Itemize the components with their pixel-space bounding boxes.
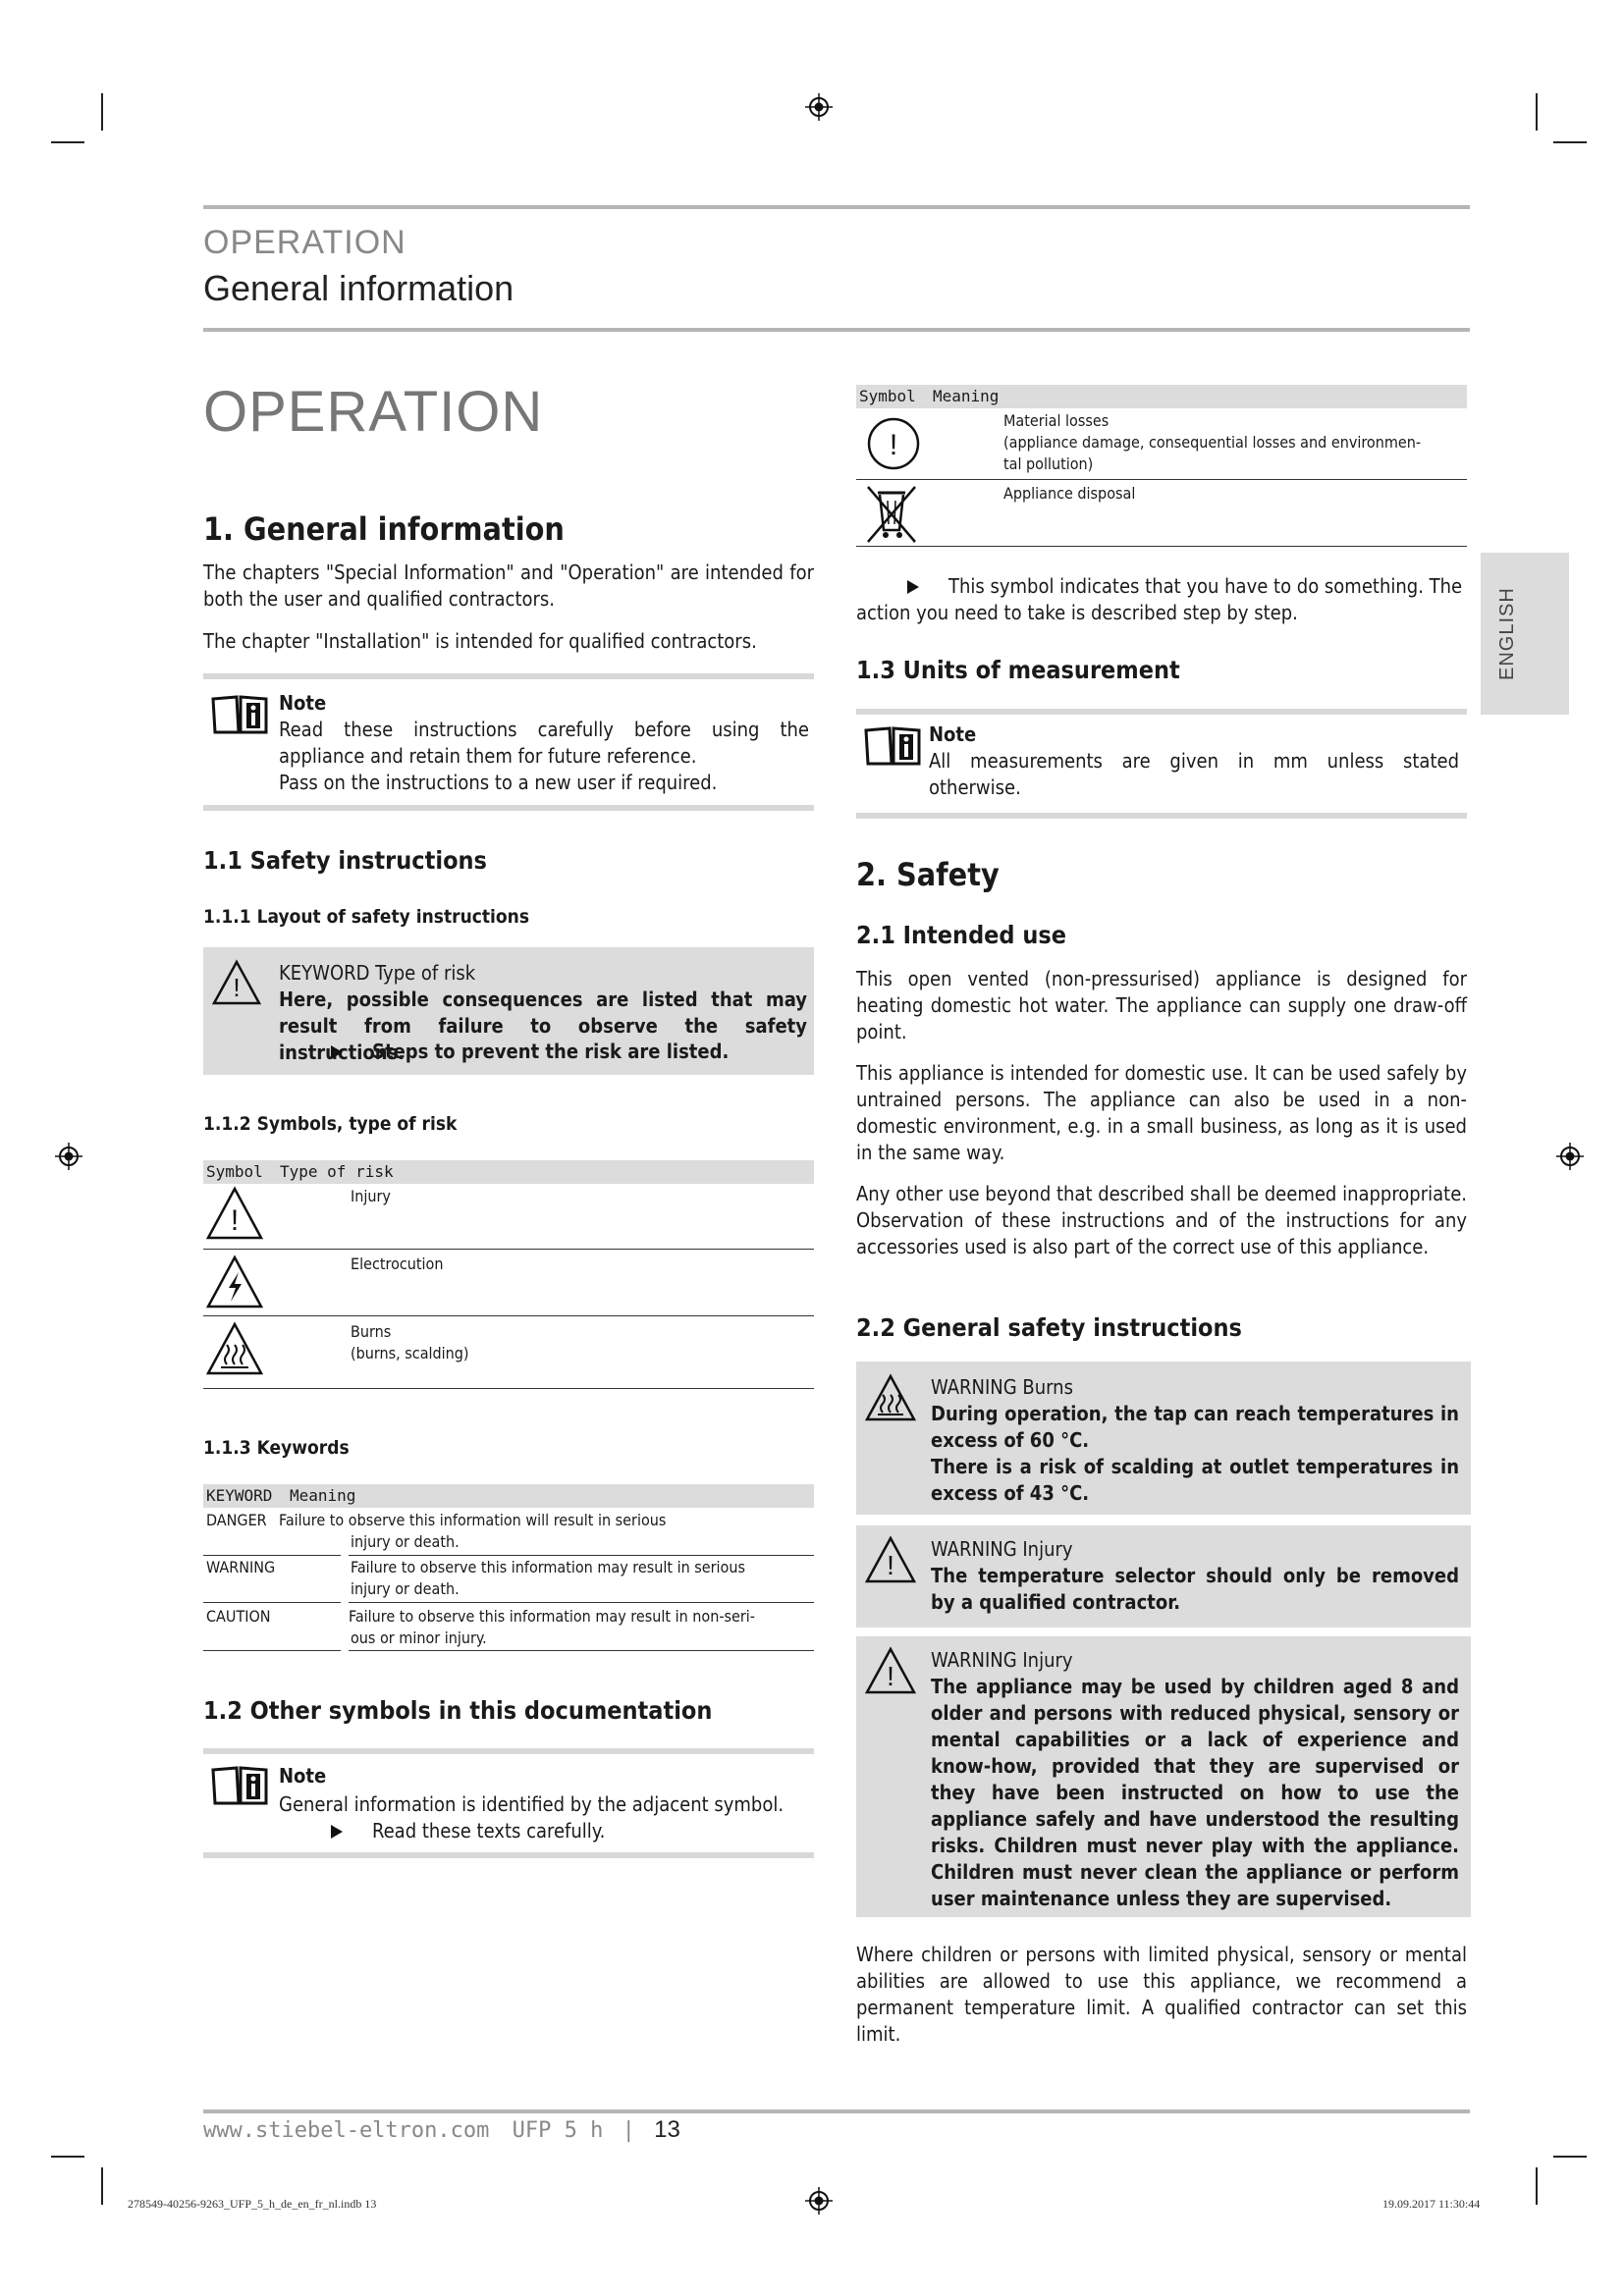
meaning-cell: Failure to observe this information will result in serious bbox=[279, 1511, 667, 1529]
subsection-heading: 1.2 Other symbols in this documentation bbox=[203, 1696, 713, 1725]
symbol-meaning: tal pollution) bbox=[1003, 454, 1094, 473]
risk-label: Electrocution bbox=[351, 1255, 444, 1273]
svg-text:!: ! bbox=[887, 1661, 894, 1691]
warning-triangle-icon bbox=[864, 1535, 917, 1584]
meaning-cell: injury or death. bbox=[351, 1532, 460, 1551]
symbol-table-header: Symbol Meaning bbox=[856, 385, 1467, 408]
action-instruction: This symbol indicates that you have to do something. The action you need to take is described step by step. bbox=[856, 574, 1463, 624]
risk-table-header: Symbol Type of risk bbox=[203, 1160, 814, 1184]
page-number: 13 bbox=[654, 2116, 680, 2143]
warning-triangle-icon bbox=[211, 959, 262, 1006]
meaning-cell: injury or death. bbox=[351, 1579, 460, 1598]
footer-url[interactable]: www.stiebel-eltron.com bbox=[203, 2118, 490, 2143]
note-box: Note General information is identified by the adjacent symbol. Read these texts carefully. bbox=[203, 1748, 814, 1858]
subsection-heading: 1.1.3 Keywords bbox=[203, 1437, 350, 1459]
subsection-heading: 1.1 Safety instructions bbox=[203, 846, 487, 875]
paragraph: The chapters "Special Information" and "Operation" are intended for both the user and qualified contractors. bbox=[203, 561, 814, 611]
keyword-cell: WARNING bbox=[206, 1558, 276, 1576]
note-book-icon bbox=[209, 1764, 272, 1807]
svg-text:!: ! bbox=[230, 1204, 240, 1237]
note-box: Note Read these instructions carefully before using the appliance and retain them for future reference. Pass on the instructions to a new user if required. bbox=[203, 673, 814, 811]
subsection-heading: 2.2 General safety instructions bbox=[856, 1313, 1242, 1342]
registration-mark-icon bbox=[55, 1143, 82, 1170]
section-heading: 1. General information bbox=[203, 510, 565, 548]
warning-injury-box: ! WARNING Injury The appliance may be used by children aged 8 and older and persons with reduced physical, sensory or mental capabilities or a lack of experience and know-how, provided that they are supervised or they have been instructed on how to use the appliance safely and have understood the resulting risks. Children must never play with the appliance. Children must never clean the appliance or perform user maintenance unless they are supervised. bbox=[856, 1636, 1471, 1917]
electrocution-icon bbox=[205, 1255, 264, 1309]
keyword-cell: CAUTION bbox=[206, 1607, 271, 1626]
note-book-icon bbox=[209, 693, 272, 736]
meaning-cell: Failure to observe this information may result in serious bbox=[351, 1558, 745, 1576]
symbol-meaning: Appliance disposal bbox=[1003, 484, 1136, 503]
svg-text:!: ! bbox=[889, 429, 898, 461]
paragraph: Any other use beyond that described shall be deemed inappropriate. Observation of these instructions and of the instructions for any accessories used is also part of the correct use of this appliance. bbox=[856, 1182, 1467, 1258]
section-heading: 2. Safety bbox=[856, 856, 1000, 893]
registration-mark-icon bbox=[805, 2187, 833, 2215]
material-losses-icon bbox=[866, 416, 921, 471]
appliance-disposal-icon bbox=[862, 483, 921, 544]
warning-injury-box: ! WARNING Injury The temperature selector should only be removed by a qualified contractor. bbox=[856, 1525, 1471, 1628]
burns-icon bbox=[864, 1373, 917, 1422]
operation-title: OPERATION bbox=[203, 380, 544, 444]
warning-burns-box: WARNING Burns During operation, the tap can reach temperatures in excess of 60 °C. There is a risk of scalding at outlet temperatures in excess of 43 °C. bbox=[856, 1362, 1471, 1515]
paragraph: This open vented (non-pressurised) appliance is designed for heating domestic hot water. The appliance can supply one draw-off point. bbox=[856, 967, 1467, 1043]
svg-text:!: ! bbox=[233, 973, 241, 1002]
warning-layout-box: ! KEYWORD Type of risk Here, possible consequences are listed that may result from failure to observe the safety instructions. Steps to prevent the risk are listed. bbox=[203, 947, 814, 1075]
footer: www.stiebel-eltron.com UFP 5 h | 13 bbox=[203, 2116, 680, 2143]
header-subtitle: General information bbox=[203, 268, 514, 308]
warning-triangle-icon bbox=[864, 1646, 917, 1695]
risk-label: Injury bbox=[351, 1187, 391, 1205]
meaning-cell: Failure to observe this information may result in non-seri- bbox=[349, 1607, 755, 1626]
symbol-meaning: (appliance damage, consequential losses and environmen- bbox=[1003, 433, 1422, 452]
subsection-heading: 1.1.2 Symbols, type of risk bbox=[203, 1113, 458, 1135]
language-tab: ENGLISH bbox=[1481, 553, 1569, 715]
meaning-cell: ous or minor injury. bbox=[351, 1629, 487, 1647]
print-date: 19.09.2017 11:30:44 bbox=[1382, 2197, 1481, 2211]
paragraph: This appliance is intended for domestic use. It can be used safely by untrained persons. The appliance can also be used in a non-domestic environment, e.g. in a small business, as long as it is used in the same way. bbox=[856, 1061, 1467, 1164]
risk-label: Burns bbox=[351, 1322, 392, 1341]
burns-icon bbox=[205, 1321, 264, 1376]
warning-triangle-icon bbox=[205, 1186, 264, 1241]
registration-mark-icon bbox=[805, 93, 833, 121]
header-section: OPERATION bbox=[203, 224, 406, 261]
note-box: Note All measurements are given in mm unless stated otherwise. bbox=[856, 709, 1467, 819]
symbol-meaning: Material losses bbox=[1003, 411, 1110, 430]
paragraph: Where children or persons with limited physical, sensory or mental abilities are allowed to use this appliance, we recommend a permanent temperature limit. A qualified contractor can set this limit. bbox=[856, 1943, 1467, 2046]
print-file-info: 278549-40256-9263_UFP_5_h_de_en_fr_nl.indb 13 bbox=[128, 2197, 377, 2211]
keywords-table-header: KEYWORD Meaning bbox=[203, 1484, 814, 1508]
risk-label: (burns, scalding) bbox=[351, 1344, 469, 1362]
subsection-heading: 1.1.1 Layout of safety instructions bbox=[203, 906, 529, 928]
keyword-cell: DANGER bbox=[206, 1511, 267, 1529]
registration-mark-icon bbox=[1556, 1143, 1584, 1170]
svg-text:!: ! bbox=[887, 1550, 894, 1580]
paragraph: The chapter "Installation" is intended for qualified contractors. bbox=[203, 629, 757, 653]
note-book-icon bbox=[862, 724, 925, 768]
subsection-heading: 1.3 Units of measurement bbox=[856, 656, 1180, 684]
subsection-heading: 2.1 Intended use bbox=[856, 921, 1067, 949]
